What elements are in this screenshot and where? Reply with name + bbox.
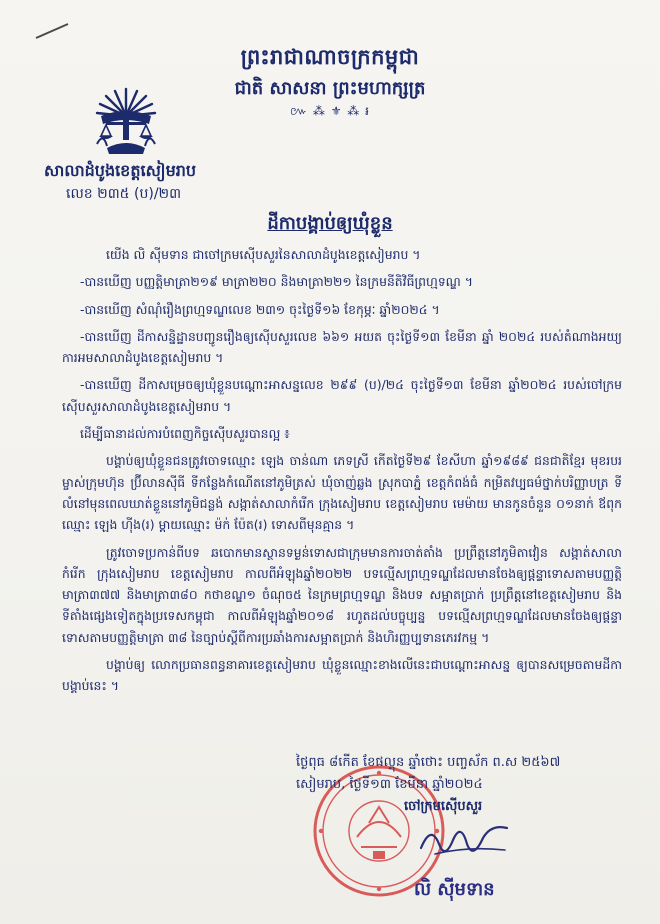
handwritten-signature <box>417 810 512 865</box>
court-emblem-icon <box>93 86 159 156</box>
date-block <box>296 752 636 818</box>
national-motto: ជាតិ សាសនា ព្រះមហាក្សត្រ <box>234 78 426 99</box>
ornament-divider: ៚ ⁂ ⚜ ⁂ ៛ <box>290 104 370 118</box>
paragraph-seen-articles: -បានឃើញ បញ្ញត្តិមាត្រា២១៩ មាត្រា២២០ និងមាត្រា២២១ នៃក្រមនីតិវិធីព្រហ្មទណ្ឌ ។ <box>80 274 473 290</box>
pen-mark-decoration <box>34 22 70 40</box>
document-body <box>62 244 622 703</box>
paragraph-seen-prosecutor-submission: -បានឃើញ ដីកាសន្និដ្ឋានបញ្ជូនរឿងឲ្យស៊ើបសួរលេខ ៦៦១ អយត ចុះថ្ងៃទី១៣ ខែមីនា ឆ្នាំ ២០២៤ របស់តំណាងអយ្យការអមសាលាដំបូងខេត្តសៀមរាប ។ <box>62 328 622 366</box>
paragraph-order: បង្គាប់ឲ្យ លោកប្រធានពន្ធនាគារខេត្តសៀមរាប ឃុំខ្លួនឈ្មោះខាងលើនេះជាបណ្ដោះអាសន្ន ឲ្យបានសម្រេចតាមដីកាបង្គាប់នេះ ។ <box>62 657 622 694</box>
solar-date: សៀមរាប, ថ្ងៃទី១៣ ខែមីនា ឆ្នាំ២០២៤ <box>296 777 483 792</box>
lunar-date: ថ្ងៃពុធ ៨កើត ខែផល្គុន ឆ្នាំថោះ បញ្ចស័ក ព.ស ២៥៦៧ <box>296 755 561 770</box>
paragraph-seen-case-file: -បានឃើញ សំណុំរឿងព្រហ្មទណ្ឌលេខ ២៣១ ចុះថ្ងៃទី១៦ ខែកុម្ភៈ ឆ្នាំ២០២៤ ។ <box>80 301 440 317</box>
paragraph-seen-provisional-detention: -បានឃើញ ដីកាសម្រេចឲ្យឃុំខ្លួនបណ្ដោះអាសន្នលេខ ២៩៩ (ប)/២៤ ចុះថ្ងៃទី១៣ ខែមីនា ឆ្នាំ២០២៤ របស់ចៅក្រមស៊ើបសួរសាលាដំបូងខេត្តសៀមរាប ។ <box>62 377 622 414</box>
paragraph-charges: ត្រូវចោទប្រកាន់ពីបទ ឆបោកមានស្ថានទម្ងន់ទោសជាក្រុមមានការចាត់តាំង ប្រព្រឹត្តនៅភូមិតាវៀន សង្កាត់សាលាកំរើក ក្រុងសៀមរាប ខេត្តសៀមរាប កាលពីអំឡុងឆ្នាំ២០២២ បទល្មើសព្រហ្មទណ្ឌដែលមានចែងឲ្យផ្ដន្ទាទោសតាមបញ្ញត្តិមាត្រា៣៧៧ និងមាត្រា៣៨០ កថាខណ្ឌ១ ចំណុច៥ នៃក្រមព្រហ្មទណ្ឌ និងបទ សម្អាតប្រាក់ ប្រព្រឹត្តនៅខេត្តសៀមរាប និងទីតាំងផ្សេងទៀតក្នុងប្រទេសកម្ពុជា កាលពីអំឡុងឆ្នាំ២០១៨ រហូតដល់បច្ចុប្បន្ន បទល្មើសព្រហ្មទណ្ឌដែលមានចែងឲ្យផ្ដន្ទាទោសតាមបញ្ញត្តិមាត្រា ៣៨ នៃច្បាប់ស្ដីពីការប្រឆាំងការសម្អាតប្រាក់ និងហិរញ្ញប្បទានភេរវកម្ម ។ <box>62 544 622 645</box>
document-title: ដីកាបង្គាប់ឲ្យឃុំខ្លួន <box>267 213 393 234</box>
reference-number: លេខ ២៣៥ (ប)/២៣ <box>66 186 182 202</box>
paragraph-purpose: ដើម្បីធានាដល់ការបំពេញកិច្ចស៊ើបសួរបានល្អ ៖ <box>80 426 290 442</box>
issuing-court: សាលាដំបូងខេត្តសៀមរាប <box>44 161 197 180</box>
paragraph-intro: យើង លិ ស៊ីមទាន ជាចៅក្រមស៊ើបសួរនៃសាលាដំបូងខេត្តសៀមរាប ។ <box>106 247 421 262</box>
paragraph-detainee-details: បង្គាប់ឲ្យឃុំខ្លួនជនត្រូវចោទឈ្មោះ ឡេង ចាន់ណា ភេទស្រី កើតថ្ងៃទី២៩ ខែសីហា ឆ្នាំ១៩៨៩ ជនជាតិខ្មែរ មុខរបរ ម្ចាស់ក្រុមហ៊ុន ប្រ៊ីលានស៊ីធី ទីកន្លែងកំណើតនៅភូមិត្រស់ ឃុំចាញ់ឆ្លង ស្រុកបាភ្នំ ខេត្តកំពង់ធំ កម្រិតវប្បធម៌ថ្នាក់បរិញ្ញាបត្រ ទីលំនៅមុនពេលឃាត់ខ្លួននៅភូមិជន្លង់ សង្កាត់សាលាកំរើក ក្រុងសៀមរាប ខេត្តសៀមរាប មេម៉ាយ មានកូនចំនួន ០១នាក់ ឪពុកឈ្មោះ ឡេង ហ៊ីង(រ) ម្ដាយឈ្មោះ ម៉ក់ ប៉ែត(រ) ទោសពីមុនគ្មាន ។ <box>62 453 622 533</box>
kingdom-heading: ព្រះរាជាណាចក្រកម្ពុជា <box>240 44 420 69</box>
signer-name: លិ ស៊ីមទាន <box>414 879 495 900</box>
signer-title: ចៅក្រមស៊ើបសួរ <box>404 799 483 814</box>
